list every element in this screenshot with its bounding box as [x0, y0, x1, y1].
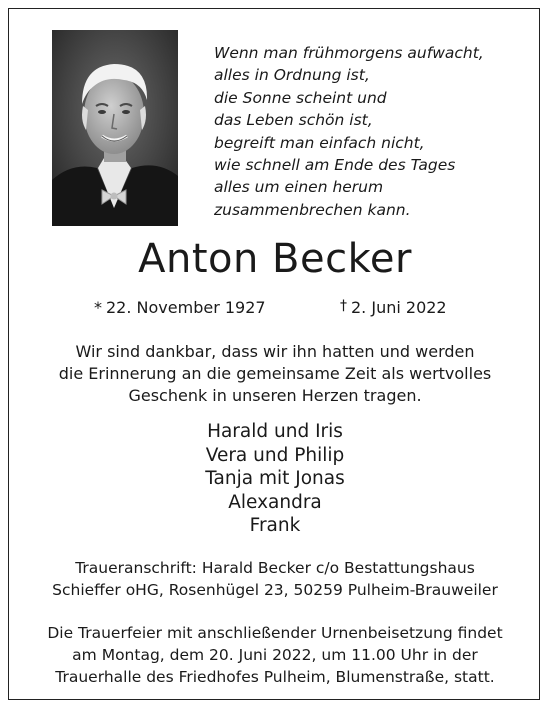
poem-line: die Sonne scheint und [214, 88, 387, 107]
poem-line: wie schnell am Ende des Tages [214, 156, 456, 175]
address-line: Schieffer oHG, Rosenhügel 23, 50259 Pulheim-Brauweiler [52, 581, 498, 599]
death-date [340, 298, 447, 317]
poem-line: begreift man einfach nicht, [214, 133, 425, 152]
poem-line: Wenn man frühmorgens aufwacht, [214, 44, 484, 62]
ceremony-line: Trauerhalle des Friedhofes Pulheim, Blumenstraße, statt. [55, 668, 495, 686]
family-member: Tanja mit Jonas [205, 468, 345, 489]
family-list [0, 420, 550, 538]
portrait-photo [52, 30, 178, 226]
family-member: Frank [249, 515, 301, 536]
poem [214, 42, 524, 221]
address-line: Traueranschrift: Harald Becker c/o Bestattungshaus [75, 559, 475, 577]
poem-line: zusammenbrechen kann. [214, 200, 411, 219]
birth-symbol: * [94, 298, 102, 317]
poem-line: alles um einen herum [214, 178, 384, 197]
family-member: Vera und Philip [205, 444, 345, 466]
thanks-text [0, 341, 550, 407]
thanks-line: Wir sind dankbar, dass wir ihn hatten und werden [75, 342, 475, 361]
thanks-line: die Erinnerung an die gemeinsame Zeit als wertvolles [58, 364, 492, 383]
birth-date-text: 22. November 1927 [106, 298, 266, 317]
ceremony-line: Die Trauerfeier mit anschließender Urnenbeisetzung findet [47, 624, 503, 642]
thanks-line: Geschenk in unseren Herzen tragen. [128, 386, 422, 405]
birth-date [94, 298, 266, 317]
family-member: Alexandra [228, 491, 322, 513]
ceremony-line: am Montag, dem 20. Juni 2022, um 11.00 Uhr in der [72, 646, 478, 664]
deceased-name: Anton Becker [138, 236, 412, 282]
cross-icon: † [340, 298, 347, 314]
family-member: Harald und Iris [207, 421, 343, 442]
death-date-text: 2. Juni 2022 [351, 298, 447, 317]
poem-line: alles in Ordnung ist, [214, 66, 370, 85]
mourning-address [0, 557, 550, 601]
poem-line: das Leben schön ist, [214, 111, 373, 130]
ceremony-info [0, 622, 550, 688]
